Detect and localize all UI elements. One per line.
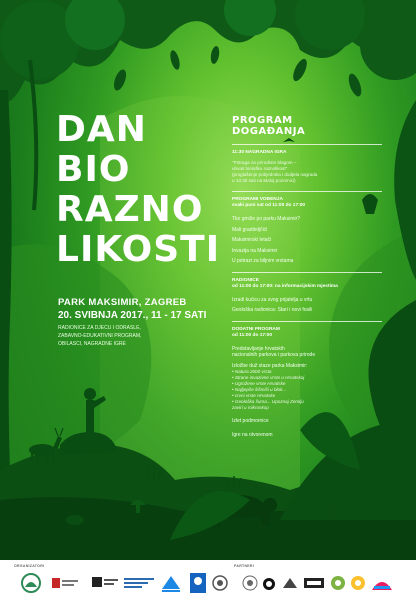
- divider: [232, 191, 382, 192]
- program-panel: [232, 115, 382, 438]
- game-desc-3: (proglašenje pobjednika i dodjela nagrada: [232, 172, 318, 177]
- divider: [232, 321, 382, 322]
- parks-logo-icon: [160, 573, 182, 593]
- divider: [232, 272, 382, 273]
- event-date: 20. SVIBNJA 2017., 11 - 17 SATI: [58, 310, 207, 321]
- exhibition-item: • crvni vrste Hrvatske: [232, 393, 276, 398]
- sponsor-footer: [0, 560, 416, 600]
- tour-item: U potrazi za biljnim vrstama: [232, 258, 294, 264]
- partner-logo-7-icon: [370, 572, 394, 592]
- tours-heading: PROGRAMI VOĐENJA: [232, 197, 283, 202]
- game-desc-4: u 13:30 sati na Maloj pozornici): [232, 178, 296, 183]
- extra-time: od 11:00 do 17:00: [232, 332, 272, 338]
- partner-label: PARTNERI: [234, 564, 255, 568]
- divider: [232, 144, 382, 145]
- venue-location: PARK MAKSIMIR, ZAGREB: [58, 297, 187, 308]
- extra-heading: DODATNI PROGRAM: [232, 326, 280, 332]
- partner-logo-5-icon: [330, 575, 346, 591]
- wwf-panda-icon: [262, 575, 276, 591]
- exhibition-item: • Geološka šuma... Upoznaj Zemlju: [232, 399, 304, 404]
- workshops-description: RADIONICE ZA DJECU I ODRASLE, ZABAVNO-EDUKATIVNI PROGRAM, OBILASCI, NAGRADNE IGRE: [58, 325, 142, 347]
- exhibitions-lead: Izložbe duž staze parka Maksimir:: [232, 362, 308, 369]
- partner-logo-3-icon: [282, 576, 298, 590]
- workshop-item: Izradi kućicu za svog prijatelja u vrtu: [232, 296, 313, 303]
- game-time: 11:30 NAGRADNA IGRA: [232, 150, 287, 155]
- eu-logo-icon: [212, 575, 228, 591]
- exhibition-item: zavirі u mikroskop: [232, 405, 269, 410]
- exhibition-item: • Ugrožene vrste Hrvatske: [232, 381, 286, 386]
- poster-title: [56, 110, 220, 270]
- partner-logo-1-icon: [242, 575, 258, 591]
- tours-time: svaki puni sat od 11:00 do 17:00: [232, 203, 306, 208]
- program-heading-line-1: PROGRAM: [232, 115, 293, 126]
- title-line-4: LIKOSTI: [56, 229, 221, 270]
- ministry-logo-icon: [52, 576, 78, 590]
- organizer-label: ORGANIZATORI: [14, 564, 45, 568]
- program-heading: [232, 115, 382, 137]
- agency-logo-icon: [124, 576, 154, 590]
- undp-logo-icon: [190, 573, 206, 593]
- workshops-heading: RADIONICE: [232, 277, 259, 283]
- title-line-2: BIO: [56, 149, 131, 190]
- title-line-3: RAZNO: [56, 189, 204, 230]
- workshops-time: od 11:00 do 17:00: na informacijskim mjestima: [232, 283, 338, 289]
- game-desc-2: uhvati biološku raznolikost": [232, 166, 288, 171]
- exhibitions-list: [232, 369, 382, 411]
- extra-intro-2: nacionalnih parkova i parkova prirode: [232, 352, 316, 358]
- partner-logo-6-icon: [350, 575, 366, 591]
- exhibition-item: • Natura 2000 vrsta: [232, 369, 272, 374]
- tour-item: Mali graditeljčići: [232, 226, 268, 233]
- exhibition-item: • Najljepše šišmiši u blok...: [232, 387, 287, 392]
- exhibition-item: • Strane invazivne vrste u Hrvatskoj: [232, 375, 305, 380]
- title-line-1: DAN: [56, 109, 147, 150]
- workshop-item: Geološka radionica: Stari i novi fosili: [232, 307, 313, 313]
- tour-item: Tko gmiže po parku Maksimir?: [232, 216, 301, 222]
- extra-intro-1: Predstavljanje hrvatskih: [232, 345, 285, 352]
- program-heading-line-2: DOGAĐANJA: [232, 126, 306, 137]
- organizer-logo-icon: [20, 572, 42, 594]
- tour-item: Maksimirski letači: [232, 237, 272, 243]
- zoo-logo-icon: [304, 576, 324, 590]
- organizer-logo-2-icon: [92, 574, 118, 592]
- tour-item: Invazija na Maksimir: [232, 247, 278, 254]
- extra-item: Igre na otvorenom: [232, 431, 273, 438]
- game-desc-1: "Potraga za prirodnim blagom –: [232, 160, 297, 165]
- extra-item: Izlet podmornice: [232, 418, 269, 424]
- venue-block: [58, 296, 206, 322]
